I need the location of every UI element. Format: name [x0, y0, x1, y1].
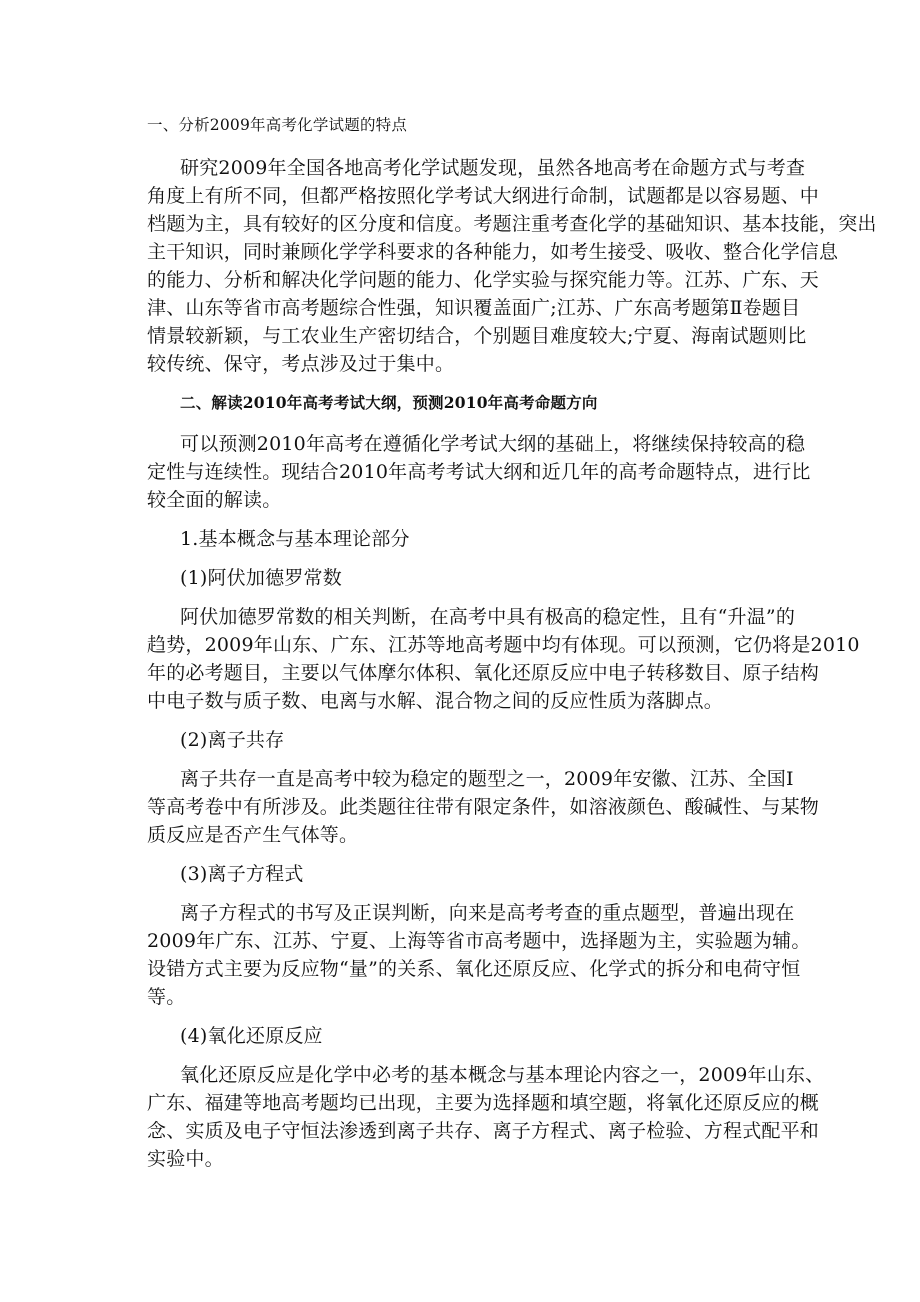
paragraph-line: 2009年广东、江苏、宁夏、上海等省市高考题中，选择题为主，实验题为辅。: [147, 930, 811, 952]
paragraph-line: 质反应是否产生气体等。: [147, 824, 359, 846]
paragraph-line: 的能力、分析和解决化学问题的能力、化学实验与探究能力等。江苏、广东、天: [147, 269, 820, 291]
paragraph-line: 等。: [147, 986, 186, 1008]
paragraph-line: 阿伏加德罗常数的相关判断，在高考中具有极高的稳定性，且有“升温”的: [180, 606, 796, 628]
section-heading-2: 二、解读2010年高考考试大纲，预测2010年高考命题方向: [180, 393, 598, 412]
paragraph-line: 津、山东等省市高考题综合性强，知识覆盖面广;江苏、广东高考题第Ⅱ卷题目: [147, 297, 801, 319]
paragraph-line: 趋势，2009年山东、广东、江苏等地高考题中均有体现。可以预测，它仍将是2010: [147, 634, 860, 656]
paragraph-line: 念、实质及电子守恒法渗透到离子共存、离子方程式、离子检验、方程式配平和: [147, 1120, 820, 1142]
paragraph-line: 实验中。: [147, 1148, 224, 1170]
paragraph-line: 设错方式主要为反应物“量”的关系、氧化还原反应、化学式的拆分和电荷守恒: [147, 958, 801, 980]
subsection-title: (4)氧化还原反应: [180, 1025, 323, 1047]
paragraph-line: 年的必考题目，主要以气体摩尔体积、氧化还原反应中电子转移数目、原子结构: [147, 662, 820, 684]
paragraph-line: 广东、福建等地高考题均已出现，主要为选择题和填空题，将氧化还原反应的概: [147, 1092, 820, 1114]
paragraph-line: 中电子数与质子数、电离与水解、混合物之间的反应性质为落脚点。: [147, 690, 724, 712]
paragraph-line: 氧化还原反应是化学中必考的基本概念与基本理论内容之一，2009年山东、: [180, 1064, 825, 1086]
paragraph-line: 离子共存一直是高考中较为稳定的题型之一，2009年安徽、江苏、全国Ⅰ: [180, 768, 794, 790]
section-heading-1: 一、分析2009年高考化学试题的特点: [147, 116, 408, 134]
paragraph-line: 等高考卷中有所涉及。此类题往往带有限定条件，如溶液颜色、酸碱性、与某物: [147, 796, 820, 818]
paragraph-line: 可以预测2010年高考在遵循化学考试大纲的基础上，将继续保持较高的稳: [180, 433, 806, 455]
paragraph-line: 主干知识，同时兼顾化学学科要求的各种能力，如考生接受、吸收、整合化学信息: [147, 241, 839, 263]
paragraph-line: 研究2009年全国各地高考化学试题发现，虽然各地高考在命题方式与考查: [180, 157, 806, 179]
paragraph-line: 角度上有所不同，但都严格按照化学考试大纲进行命制，试题都是以容易题、中: [147, 185, 820, 207]
paragraph-line: 定性与连续性。现结合2010年高考考试大纲和近几年的高考命题特点，进行比: [147, 461, 811, 483]
subsection-title: (3)离子方程式: [180, 863, 304, 885]
paragraph-line: 档题为主，具有较好的区分度和信度。考题注重考查化学的基础知识、基本技能，突出: [147, 213, 877, 235]
subsection-title: (1)阿伏加德罗常数: [180, 567, 342, 589]
paragraph-line: 离子方程式的书写及正误判断，向来是高考考查的重点题型，普遍出现在: [180, 902, 795, 924]
paragraph-line: 较全面的解读。: [147, 489, 282, 511]
subsection-title: (2)离子共存: [180, 729, 285, 751]
paragraph-line: 较传统、保守，考点涉及过于集中。: [147, 353, 455, 375]
paragraph-line: 情景较新颖，与工农业生产密切结合，个别题目难度较大;宁夏、海南试题则比: [147, 325, 807, 347]
subsection-title: 1.基本概念与基本理论部分: [180, 528, 410, 550]
